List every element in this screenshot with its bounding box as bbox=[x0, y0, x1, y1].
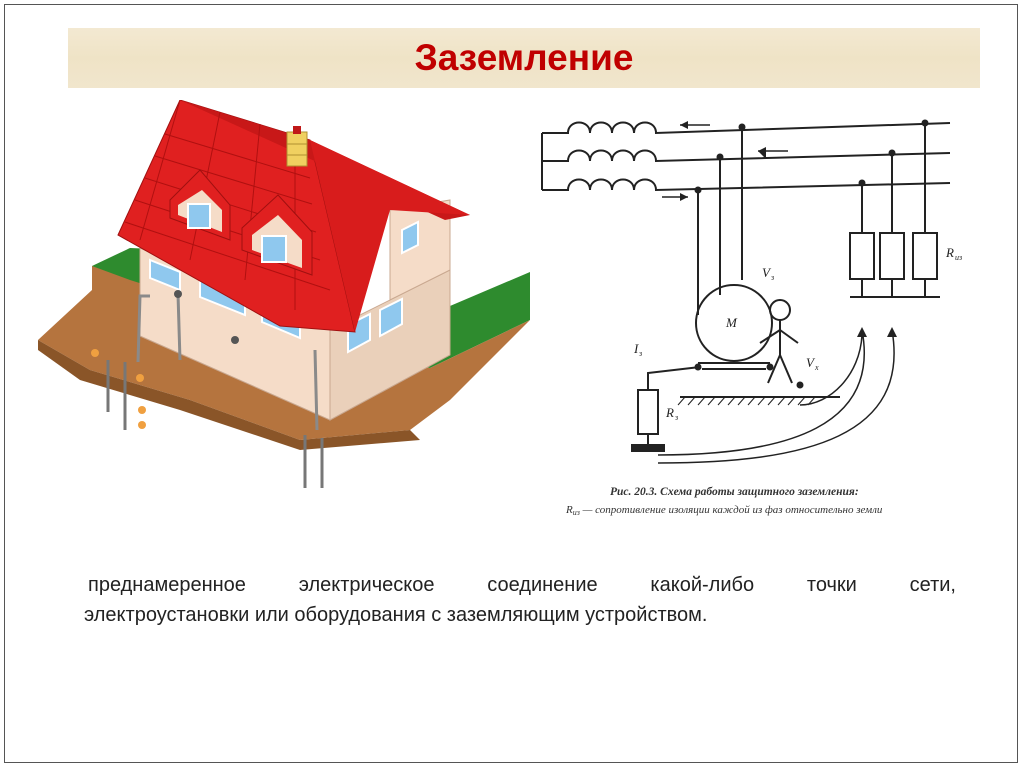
definition-line-2: электроустановки или оборудования с заземляющим устройством. bbox=[84, 604, 708, 626]
label-vx-sub: х bbox=[815, 363, 819, 372]
definition-text bbox=[84, 570, 956, 630]
house-grounding-illustration bbox=[30, 100, 540, 500]
title-band bbox=[68, 28, 980, 88]
label-vx: V bbox=[806, 355, 814, 370]
label-motor: М bbox=[726, 315, 737, 330]
insulation-resistances bbox=[850, 123, 940, 297]
caption-symbol: R bbox=[566, 504, 573, 516]
protective-grounding-scheme bbox=[530, 105, 980, 525]
slide-title: Заземление bbox=[414, 37, 634, 78]
grounding-wire bbox=[648, 367, 700, 390]
label-rz: R bbox=[666, 405, 674, 420]
caption-text: — сопротивление изоляции каждой из фаз относительно земли bbox=[579, 504, 883, 516]
scheme-caption-title: Рис. 20.3. Схема работы защитного заземления: bbox=[610, 486, 859, 498]
label-vz: V bbox=[762, 265, 770, 280]
label-iz: I bbox=[634, 341, 639, 356]
label-vz-sub: з bbox=[771, 273, 775, 282]
label-riz: R bbox=[946, 245, 954, 260]
label-riz-sub: из bbox=[955, 253, 963, 262]
definition-line-1: преднамеренное электрическое соединение какой-либо точки сети, bbox=[88, 574, 956, 596]
grounding-resistor bbox=[638, 390, 658, 434]
chimney bbox=[287, 126, 307, 166]
caption-symbol-sub: из bbox=[572, 508, 580, 517]
person-figure bbox=[760, 300, 798, 383]
label-iz-sub: з bbox=[639, 349, 643, 358]
label-rz-sub: з bbox=[675, 413, 679, 422]
scheme-caption-legend bbox=[565, 504, 883, 517]
phase-coils bbox=[542, 123, 950, 191]
